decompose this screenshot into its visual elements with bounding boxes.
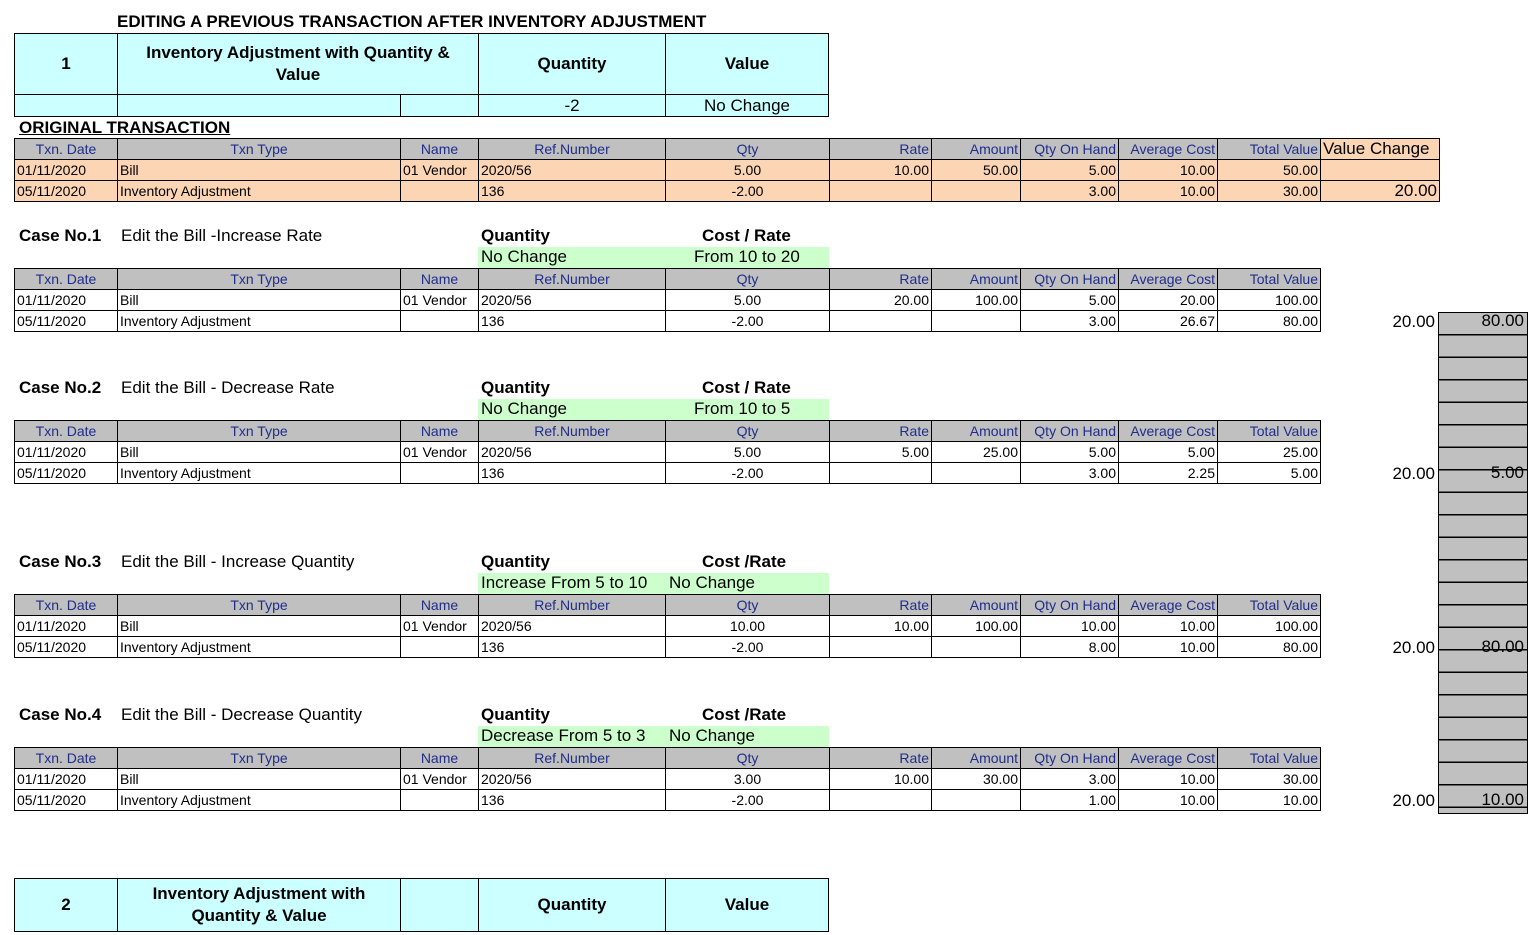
header-rate: Rate xyxy=(830,595,932,616)
header-ref-number: Ref.Number xyxy=(479,748,666,769)
header-qty: Qty xyxy=(666,421,830,442)
header-total-value: Total Value xyxy=(1218,269,1321,290)
cell-amount xyxy=(932,790,1021,811)
case-cost-heading: Cost / Rate xyxy=(702,378,791,397)
header-txn-type: Txn Type xyxy=(118,421,401,442)
header-average-cost: Average Cost xyxy=(1119,421,1218,442)
header-ref-number: Ref.Number xyxy=(479,139,666,160)
cell-name: 01 Vendor xyxy=(401,769,479,790)
cell-amount: 100.00 xyxy=(932,616,1021,637)
cell-rate: 10.00 xyxy=(830,769,932,790)
case-description: Edit the Bill - Decrease Rate xyxy=(121,378,335,397)
case-table xyxy=(14,594,1321,658)
header-average-cost: Average Cost xyxy=(1119,748,1218,769)
cell-ref-number: 2020/56 xyxy=(479,160,666,181)
case-cost-heading: Cost /Rate xyxy=(702,552,787,571)
header-rate: Rate xyxy=(830,748,932,769)
header-amount: Amount xyxy=(932,139,1021,160)
cell-txn-type: Inventory Adjustment xyxy=(118,311,401,332)
table-header-row xyxy=(15,269,1321,290)
cell-ref-number: 136 xyxy=(479,790,666,811)
side-value-column xyxy=(1438,312,1528,814)
cell-qty: 10.00 xyxy=(666,616,830,637)
cell-rate xyxy=(830,311,932,332)
block1-empty-cell xyxy=(14,94,118,117)
cell-value-change: 20.00 xyxy=(1321,181,1440,202)
case-description: Edit the Bill - Decrease Quantity xyxy=(121,705,362,724)
cell-qty: -2.00 xyxy=(666,790,830,811)
cell-rate xyxy=(830,790,932,811)
cell-average-cost: 10.00 xyxy=(1119,160,1218,181)
cell-qty-on-hand: 5.00 xyxy=(1021,442,1119,463)
table-row xyxy=(15,442,1321,463)
cell-txn-type: Bill xyxy=(118,616,401,637)
header-amount: Amount xyxy=(932,595,1021,616)
header-name: Name xyxy=(401,139,479,160)
cell-txn-date: 01/11/2020 xyxy=(15,769,118,790)
cell-qty-on-hand: 8.00 xyxy=(1021,637,1119,658)
block1-quantity-value: -2 xyxy=(478,94,666,117)
case-cost-change: From 10 to 5 xyxy=(694,399,791,418)
cell-txn-type: Inventory Adjustment xyxy=(118,463,401,484)
header-average-cost: Average Cost xyxy=(1119,269,1218,290)
header-txn-date: Txn. Date xyxy=(15,139,118,160)
header-txn-date: Txn. Date xyxy=(15,421,118,442)
cell-txn-date: 01/11/2020 xyxy=(15,616,118,637)
header-rate: Rate xyxy=(830,421,932,442)
cell-txn-type: Bill xyxy=(118,769,401,790)
cell-ref-number: 2020/56 xyxy=(479,616,666,637)
cell-qty: -2.00 xyxy=(666,311,830,332)
cell-amount xyxy=(932,181,1021,202)
block1-empty-cell xyxy=(117,94,401,117)
cell-average-cost: 5.00 xyxy=(1119,442,1218,463)
cell-name xyxy=(401,181,479,202)
block1-value-value: No Change xyxy=(665,94,829,117)
cell-total-value: 5.00 xyxy=(1218,463,1321,484)
cell-txn-date: 01/11/2020 xyxy=(15,290,118,311)
table-header-row xyxy=(15,748,1321,769)
table-row xyxy=(15,637,1321,658)
original-transaction-table xyxy=(14,138,1440,202)
cell-total-value: 30.00 xyxy=(1218,769,1321,790)
cell-qty: 3.00 xyxy=(666,769,830,790)
block1-quantity-label: Quantity xyxy=(478,33,666,95)
case-description: Edit the Bill - Increase Quantity xyxy=(121,552,355,571)
header-amount: Amount xyxy=(932,269,1021,290)
cell-average-cost: 10.00 xyxy=(1119,616,1218,637)
cell-rate xyxy=(830,463,932,484)
case-quantity-change: No Change xyxy=(481,247,568,266)
cell-ref-number: 2020/56 xyxy=(479,442,666,463)
cell-name xyxy=(401,790,479,811)
header-qty-on-hand: Qty On Hand xyxy=(1021,421,1119,442)
table-header-row xyxy=(15,595,1321,616)
side-box-value: 80.00 xyxy=(1481,311,1524,330)
block1-number: 1 xyxy=(14,33,118,95)
cell-qty: -2.00 xyxy=(666,181,830,202)
side-value: 20.00 xyxy=(1392,791,1435,810)
case-quantity-heading: Quantity xyxy=(481,552,550,571)
cell-rate: 5.00 xyxy=(830,442,932,463)
cell-amount: 50.00 xyxy=(932,160,1021,181)
cell-qty: 5.00 xyxy=(666,442,830,463)
cell-qty: 5.00 xyxy=(666,160,830,181)
cell-txn-date: 05/11/2020 xyxy=(15,311,118,332)
table-row xyxy=(15,769,1321,790)
case-cost-change: No Change xyxy=(669,726,756,745)
cell-total-value: 100.00 xyxy=(1218,616,1321,637)
cell-ref-number: 136 xyxy=(479,463,666,484)
document-title: EDITING A PREVIOUS TRANSACTION AFTER INVENTORY ADJUSTMENT xyxy=(117,12,707,31)
header-name: Name xyxy=(401,421,479,442)
header-qty: Qty xyxy=(666,595,830,616)
header-total-value: Total Value xyxy=(1218,139,1321,160)
header-total-value: Total Value xyxy=(1218,595,1321,616)
cell-ref-number: 136 xyxy=(479,637,666,658)
cell-rate xyxy=(830,637,932,658)
cell-qty-on-hand: 3.00 xyxy=(1021,311,1119,332)
cell-rate: 10.00 xyxy=(830,160,932,181)
cell-rate xyxy=(830,181,932,202)
cell-txn-date: 01/11/2020 xyxy=(15,160,118,181)
header-qty-on-hand: Qty On Hand xyxy=(1021,748,1119,769)
header-qty: Qty xyxy=(666,139,830,160)
cell-total-value: 80.00 xyxy=(1218,637,1321,658)
header-name: Name xyxy=(401,269,479,290)
cell-qty-on-hand: 5.00 xyxy=(1021,160,1119,181)
cell-name xyxy=(401,311,479,332)
cell-qty-on-hand: 1.00 xyxy=(1021,790,1119,811)
header-ref-number: Ref.Number xyxy=(479,421,666,442)
header-average-cost: Average Cost xyxy=(1119,139,1218,160)
cell-ref-number: 136 xyxy=(479,181,666,202)
header-total-value: Total Value xyxy=(1218,748,1321,769)
cell-name: 01 Vendor xyxy=(401,160,479,181)
cell-name: 01 Vendor xyxy=(401,442,479,463)
table-row xyxy=(15,790,1321,811)
original-transaction-heading: ORIGINAL TRANSACTION xyxy=(19,118,231,137)
cell-value-change xyxy=(1321,160,1440,181)
cell-amount xyxy=(932,463,1021,484)
cell-total-value: 50.00 xyxy=(1218,160,1321,181)
cell-name: 01 Vendor xyxy=(401,616,479,637)
cell-txn-type: Bill xyxy=(118,160,401,181)
case-cost-change: No Change xyxy=(669,573,756,592)
block1-label: Inventory Adjustment with Quantity & Value xyxy=(117,33,479,95)
header-name: Name xyxy=(401,595,479,616)
cell-average-cost: 10.00 xyxy=(1119,181,1218,202)
header-name: Name xyxy=(401,748,479,769)
cell-txn-date: 01/11/2020 xyxy=(15,442,118,463)
table-row xyxy=(15,181,1440,202)
cell-ref-number: 136 xyxy=(479,311,666,332)
cell-txn-type: Bill xyxy=(118,290,401,311)
header-rate: Rate xyxy=(830,139,932,160)
block2-quantity-label: Quantity xyxy=(478,878,666,932)
side-value: 20.00 xyxy=(1392,312,1435,331)
case-label: Case No.2 xyxy=(19,378,102,397)
header-ref-number: Ref.Number xyxy=(479,269,666,290)
cell-qty-on-hand: 10.00 xyxy=(1021,616,1119,637)
cell-name: 01 Vendor xyxy=(401,290,479,311)
cell-txn-date: 05/11/2020 xyxy=(15,637,118,658)
cell-qty: -2.00 xyxy=(666,463,830,484)
table-row xyxy=(15,290,1321,311)
cell-txn-date: 05/11/2020 xyxy=(15,181,118,202)
cell-average-cost: 2.25 xyxy=(1119,463,1218,484)
header-qty-on-hand: Qty On Hand xyxy=(1021,269,1119,290)
cell-amount xyxy=(932,637,1021,658)
cell-ref-number: 2020/56 xyxy=(479,290,666,311)
cell-txn-type: Bill xyxy=(118,442,401,463)
case-label: Case No.3 xyxy=(19,552,102,571)
cell-amount: 30.00 xyxy=(932,769,1021,790)
header-amount: Amount xyxy=(932,748,1021,769)
table-row xyxy=(15,160,1440,181)
cell-qty-on-hand: 3.00 xyxy=(1021,463,1119,484)
case-quantity-change: Increase From 5 to 10 xyxy=(481,573,648,592)
case-quantity-change: Decrease From 5 to 3 xyxy=(481,726,646,745)
table-header-row xyxy=(15,421,1321,442)
side-box-value: 5.00 xyxy=(1490,463,1524,482)
case-quantity-heading: Quantity xyxy=(481,378,550,397)
cell-name xyxy=(401,637,479,658)
cell-ref-number: 2020/56 xyxy=(479,769,666,790)
header-txn-type: Txn Type xyxy=(118,139,401,160)
side-value: 20.00 xyxy=(1392,464,1435,483)
header-average-cost: Average Cost xyxy=(1119,595,1218,616)
case-quantity-change: No Change xyxy=(481,399,568,418)
cell-total-value: 80.00 xyxy=(1218,311,1321,332)
header-rate: Rate xyxy=(830,269,932,290)
case-label: Case No.4 xyxy=(19,705,102,724)
cell-total-value: 30.00 xyxy=(1218,181,1321,202)
case-cost-change: From 10 to 20 xyxy=(694,247,800,266)
cell-rate: 20.00 xyxy=(830,290,932,311)
case-table xyxy=(14,268,1321,332)
cell-qty-on-hand: 3.00 xyxy=(1021,181,1119,202)
table-row xyxy=(15,311,1321,332)
block1-value-label: Value xyxy=(665,33,829,95)
cell-average-cost: 20.00 xyxy=(1119,290,1218,311)
block2-number: 2 xyxy=(14,878,118,932)
cell-txn-type: Inventory Adjustment xyxy=(118,790,401,811)
header-txn-date: Txn. Date xyxy=(15,269,118,290)
case-table xyxy=(14,747,1321,811)
block2-label: Inventory Adjustment with Quantity & Value xyxy=(117,878,401,932)
header-qty-on-hand: Qty On Hand xyxy=(1021,595,1119,616)
header-qty-on-hand: Qty On Hand xyxy=(1021,139,1119,160)
side-box-value: 10.00 xyxy=(1481,790,1524,809)
cell-qty-on-hand: 3.00 xyxy=(1021,769,1119,790)
cell-average-cost: 10.00 xyxy=(1119,790,1218,811)
table-row xyxy=(15,616,1321,637)
cell-txn-type: Inventory Adjustment xyxy=(118,181,401,202)
header-txn-date: Txn. Date xyxy=(15,595,118,616)
header-txn-date: Txn. Date xyxy=(15,748,118,769)
cell-qty-on-hand: 5.00 xyxy=(1021,290,1119,311)
cell-average-cost: 26.67 xyxy=(1119,311,1218,332)
cell-txn-date: 05/11/2020 xyxy=(15,790,118,811)
block1-empty-cell xyxy=(400,94,479,117)
header-txn-type: Txn Type xyxy=(118,595,401,616)
case-cost-heading: Cost / Rate xyxy=(702,226,791,245)
cell-rate: 10.00 xyxy=(830,616,932,637)
case-table xyxy=(14,420,1321,484)
case-label: Case No.1 xyxy=(19,226,102,245)
cell-average-cost: 10.00 xyxy=(1119,769,1218,790)
cell-total-value: 100.00 xyxy=(1218,290,1321,311)
cell-total-value: 10.00 xyxy=(1218,790,1321,811)
side-value: 20.00 xyxy=(1392,638,1435,657)
header-value-change: Value Change xyxy=(1321,139,1440,160)
table-row xyxy=(15,463,1321,484)
header-ref-number: Ref.Number xyxy=(479,595,666,616)
header-total-value: Total Value xyxy=(1218,421,1321,442)
cell-txn-date: 05/11/2020 xyxy=(15,463,118,484)
cell-amount xyxy=(932,311,1021,332)
cell-name xyxy=(401,463,479,484)
cell-total-value: 25.00 xyxy=(1218,442,1321,463)
case-quantity-heading: Quantity xyxy=(481,226,550,245)
case-cost-heading: Cost /Rate xyxy=(702,705,787,724)
cell-qty: 5.00 xyxy=(666,290,830,311)
cell-amount: 25.00 xyxy=(932,442,1021,463)
block2-empty-cell xyxy=(400,878,479,932)
header-txn-type: Txn Type xyxy=(118,269,401,290)
cell-average-cost: 10.00 xyxy=(1119,637,1218,658)
case-description: Edit the Bill -Increase Rate xyxy=(121,226,323,245)
header-amount: Amount xyxy=(932,421,1021,442)
cell-qty: -2.00 xyxy=(666,637,830,658)
block2-value-label: Value xyxy=(665,878,829,932)
side-box-value: 80.00 xyxy=(1481,637,1524,656)
header-txn-type: Txn Type xyxy=(118,748,401,769)
header-qty: Qty xyxy=(666,748,830,769)
cell-txn-type: Inventory Adjustment xyxy=(118,637,401,658)
case-quantity-heading: Quantity xyxy=(481,705,550,724)
cell-amount: 100.00 xyxy=(932,290,1021,311)
header-qty: Qty xyxy=(666,269,830,290)
